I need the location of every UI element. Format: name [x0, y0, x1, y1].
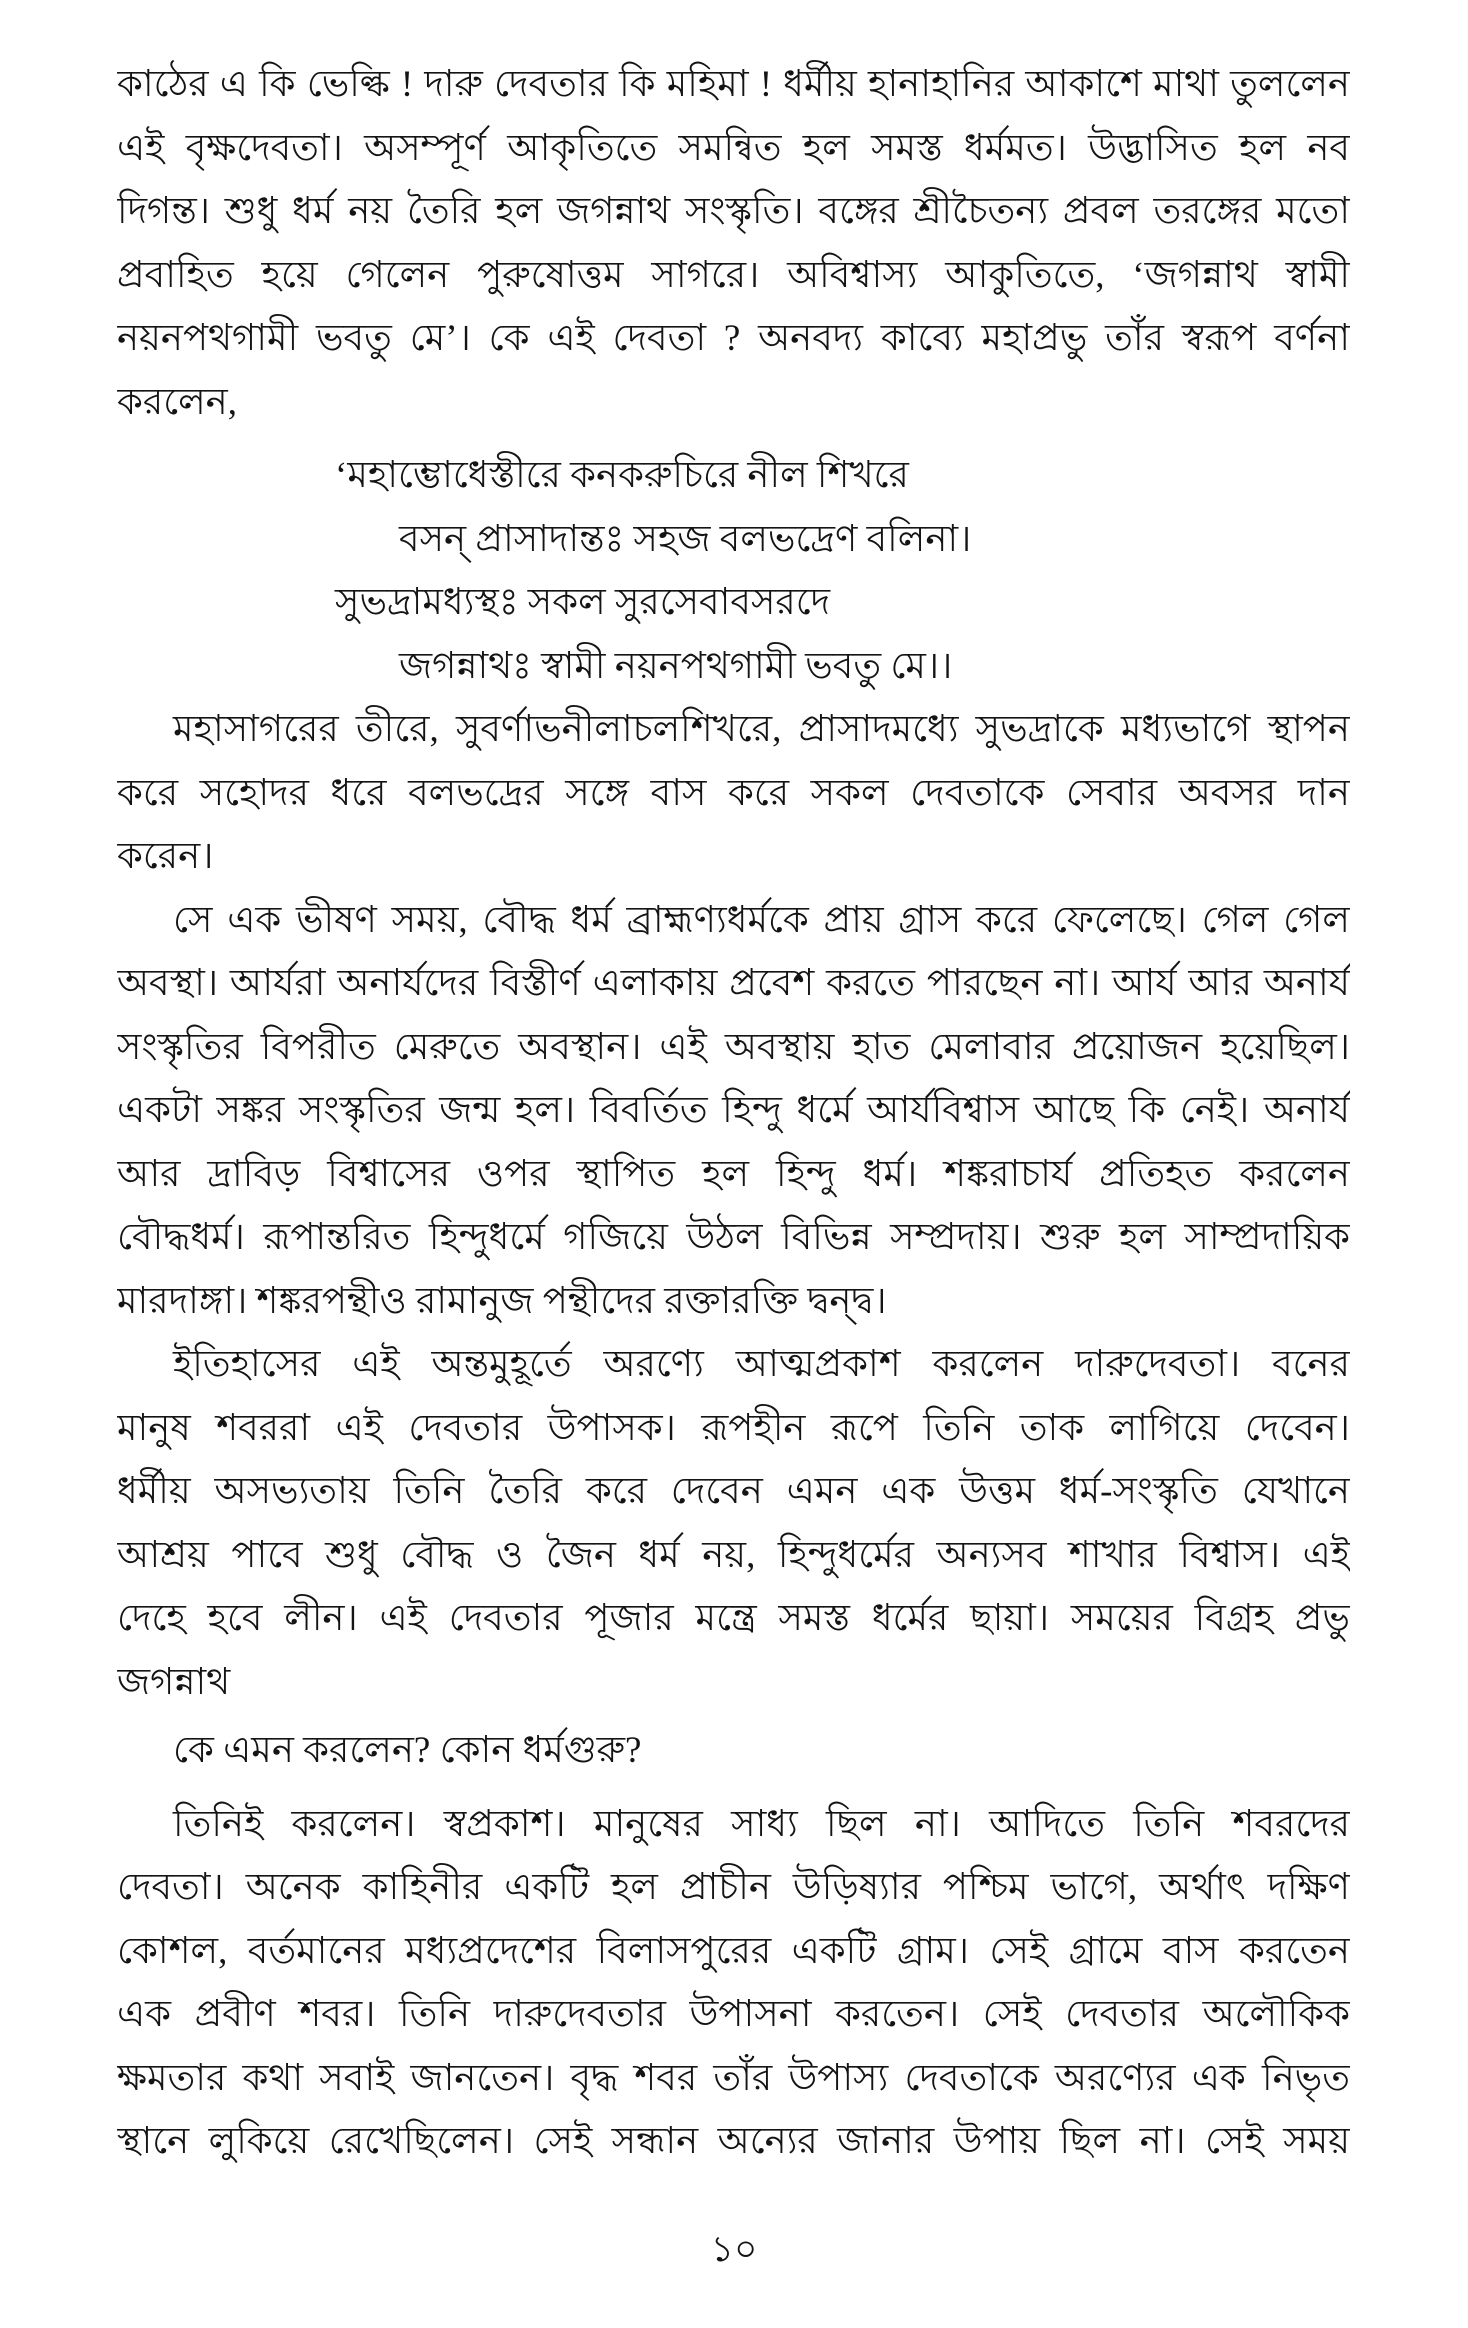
- text-line: আশ্রয় পাবে শুধু বৌদ্ধ ও জৈন ধর্ম নয়, হিন্দুধর্মের অন্যসব শাখার বিশ্বাস। এই: [117, 1534, 1350, 1576]
- text-line: বৌদ্ধধর্ম। রূপান্তরিত হিন্দুধর্মে গজিয়ে উঠল বিভিন্ন সম্প্রদায়। শুরু হল সাম্প্রদায়িক: [117, 1217, 1350, 1258]
- text-line: কাঠের এ কি ভেল্কি ! দারু দেবতার কি মহিমা ! ধর্মীয় হানাহানির আকাশে মাথা তুললেন: [117, 64, 1350, 105]
- text-line: একটা সঙ্কর সংস্কৃতির জন্ম হল। বিবর্তিত হিন্দু ধর্মে আর্যবিশ্বাস আছে কি নেই। অনার্য: [117, 1090, 1350, 1131]
- text-line: সে এক ভীষণ সময়, বৌদ্ধ ধর্ম ব্রাহ্মণ্যধর্মকে প্রায় গ্রাস করে ফেলেছে। গেল গেল: [173, 899, 1350, 941]
- text-line: এই বৃক্ষদেবতা। অসম্পূর্ণ আকৃতিতে সমন্বিত হল সমস্ত ধর্মমত। উদ্ভাসিত হল নব: [117, 127, 1350, 169]
- text-line: কে এমন করলেন? কোন ধর্মগুরু?: [173, 1730, 642, 1771]
- text-line: মারদাঙ্গা। শঙ্করপন্থীও রামানুজ পন্থীদের রক্তারক্তি দ্বন্দ্ব।: [117, 1280, 887, 1322]
- text-line: মানুষ শবররা এই দেবতার উপাসক। রূপহীন রূপে তিনি তাক লাগিয়ে দেবেন।: [117, 1407, 1350, 1449]
- text-line: ক্ষমতার কথা সবাই জানতেন। বৃদ্ধ শবর তাঁর উপাস্য দেবতাকে অরণ্যের এক নিভৃত: [117, 2057, 1350, 2099]
- text-line: করেন।: [117, 836, 214, 877]
- paragraph: [117, 1333, 1350, 1714]
- text-line: জগন্নাথ: [117, 1661, 231, 1703]
- text-line: করে সহোদর ধরে বলভদ্রের সঙ্গে বাস করে সকল দেবতাকে সেবার অবসর দান: [117, 772, 1350, 814]
- text-line: ধর্মীয় অসভ্যতায় তিনি তৈরি করে দেবেন এমন এক উত্তম ধর্ম-সংস্কৃতি যেখানে: [117, 1471, 1350, 1512]
- verse-line: জগন্নাথঃ স্বামী নয়নপথগামী ভবতু মে।।: [399, 645, 953, 687]
- text-line: মহাসাগরের তীরে, সুবর্ণাভনীলাচলশিখরে, প্রাসাদমধ্যে সুভদ্রাকে মধ্যভাগে স্থাপন: [173, 709, 1350, 750]
- text-line: দিগন্ত। শুধু ধর্ম নয় তৈরি হল জগন্নাথ সংস্কৃতি। বঙ্গের শ্রীচৈতন্য প্রবল তরঙ্গের মতো: [117, 191, 1350, 232]
- text-line: ইতিহাসের এই অন্তমুহূর্তে অরণ্যে আত্মপ্রকাশ করলেন দারুদেবতা। বনের: [173, 1344, 1350, 1385]
- text-line: কোশল, বর্তমানের মধ্যপ্রদেশের বিলাসপুরের একটি গ্রাম। সেই গ্রামে বাস করতেন: [117, 1930, 1350, 1972]
- sanskrit-verse: [117, 444, 1350, 698]
- page-number: ১০: [710, 2229, 758, 2269]
- text-line: তিনিই করলেন। স্বপ্রকাশ। মানুষের সাধ্য ছিল না। আদিতে তিনি শবরদের: [173, 1803, 1350, 1845]
- body-text: [117, 53, 1350, 2174]
- paragraph: [117, 1719, 1350, 1783]
- verse-line: বসন্ প্রাসাদান্তঃ সহজ বলভদ্রেণ বলিনা।: [399, 518, 972, 560]
- text-line: দেবতা। অনেক কাহিনীর একটি হল প্রাচীন উড়িষ্যার পশ্চিম ভাগে, অর্থাৎ দক্ষিণ: [117, 1867, 1350, 1908]
- verse-line: ‘মহাম্ভোধেস্তীরে কনকরুচিরে নীল শিখরে: [335, 455, 909, 496]
- verse-line: সুভদ্রামধ্যস্থঃ সকল সুরসেবাবসরদে: [335, 582, 831, 623]
- text-line: আর দ্রাবিড় বিশ্বাসের ওপর স্থাপিত হল হিন্দু ধর্ম। শঙ্করাচার্য প্রতিহত করলেন: [117, 1153, 1350, 1195]
- text-line: সংস্কৃতির বিপরীত মেরুতে অবস্থান। এই অবস্থায় হাত মেলাবার প্রয়োজন হয়েছিল।: [117, 1026, 1350, 1068]
- text-line: প্রবাহিত হয়ে গেলেন পুরুষোত্তম সাগরে। অবিশ্বাস্য আকুতিতে, ‘জগন্নাথ স্বামী: [117, 254, 1350, 296]
- text-line: এক প্রবীণ শবর। তিনি দারুদেবতার উপাসনা করতেন। সেই দেবতার অলৌকিক: [117, 1994, 1350, 2035]
- text-line: স্থানে লুকিয়ে রেখেছিলেন। সেই সন্ধান অন্যের জানার উপায় ছিল না। সেই সময়: [117, 2121, 1350, 2162]
- paragraph: [117, 1793, 1350, 2174]
- text-line: নয়নপথগামী ভবতু মে’। কে এই দেবতা ? অনবদ্য কাব্যে মহাপ্রভু তাঁর স্বরূপ বর্ণনা: [117, 318, 1350, 359]
- paragraph: [117, 889, 1350, 1334]
- paragraph: [117, 53, 1350, 434]
- text-line: অবস্থা। আর্যরা অনার্যদের বিস্তীর্ণ এলাকায় প্রবেশ করতে পারছেন না। আর্য আর অনার্য: [117, 963, 1350, 1004]
- text-line: করলেন,: [117, 381, 238, 423]
- text-line: দেহে হবে লীন। এই দেবতার পূজার মন্ত্রে সমস্ত ধর্মের ছায়া। সময়ের বিগ্রহ প্রভু: [117, 1598, 1350, 1639]
- paragraph: [117, 698, 1350, 889]
